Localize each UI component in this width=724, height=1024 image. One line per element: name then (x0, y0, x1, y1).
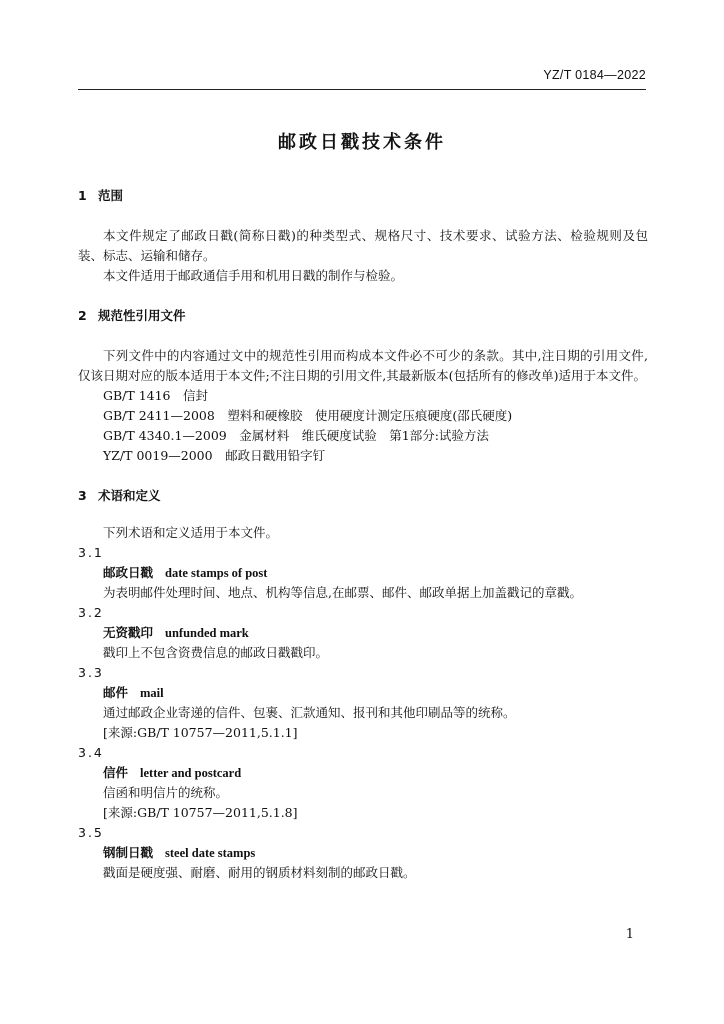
term-definition: 戳面是硬度强、耐磨、耐用的钢质材料刻制的邮政日戳。 (103, 865, 416, 880)
term-en: letter and postcard (140, 766, 242, 780)
section-heading-normative-references (78, 306, 648, 326)
term-zh: 信件 (103, 765, 129, 780)
term-en: mail (140, 686, 164, 700)
reference-item: GB/T 2411—2008 塑料和硬橡胶 使用硬度计测定压痕硬度(邵氏硬度) (103, 408, 513, 423)
term-en: date stamps of post (165, 566, 268, 580)
term-definition: 信函和明信片的统称。 (103, 785, 229, 800)
standard-number: YZ/T 0184—2022 (543, 68, 646, 82)
section-title: 范围 (98, 188, 124, 203)
term-zh: 邮政日戳 (103, 565, 154, 580)
term-number: 3.1 (78, 545, 104, 560)
header-divider (78, 89, 646, 90)
section-title: 术语和定义 (98, 488, 161, 503)
reference-item: YZ/T 0019—2000 邮政日戳用铅字钉 (103, 448, 326, 463)
term-heading (78, 623, 648, 643)
term-heading (78, 563, 648, 583)
term-en: unfunded mark (165, 626, 249, 640)
term-definition: 为表明邮件处理时间、地点、机构等信息,在邮票、邮件、邮政单据上加盖戳记的章戳。 (103, 585, 582, 600)
term-heading (78, 683, 648, 703)
term-number: 3.3 (78, 665, 104, 680)
section-number: 1 (78, 188, 87, 203)
term-zh: 邮件 (103, 685, 129, 700)
reference-item: GB/T 4340.1—2009 金属材料 维氏硬度试验 第1部分:试验方法 (103, 428, 489, 443)
paragraph: 下列文件中的内容通过文中的规范性引用而构成本文件必不可少的条款。其中,注日期的引用文件,仅该日期对应的版本适用于本文件;不注日期的引用文件,其最新版本(包括所有的修改单)适用于本文件。 (78, 348, 648, 383)
term-heading (78, 843, 648, 863)
section-heading-scope (78, 186, 648, 206)
term-zh: 钢制日戳 (103, 845, 154, 860)
term-definition: 通过邮政企业寄递的信件、包裹、汇款通知、报刊和其他印刷品等的统称。 (103, 705, 516, 720)
term-zh: 无资戳印 (103, 625, 154, 640)
paragraph: 本文件规定了邮政日戳(简称日戳)的种类型式、规格尺寸、技术要求、试验方法、检验规则及包装、标志、运输和储存。 (78, 228, 648, 263)
paragraph: 本文件适用于邮政通信手用和机用日戳的制作与检验。 (103, 268, 404, 283)
term-heading (78, 763, 648, 783)
reference-item: GB/T 1416 信封 (103, 388, 209, 403)
page-number: 1 (625, 927, 634, 942)
paragraph: 下列术语和定义适用于本文件。 (103, 525, 279, 540)
section-title: 规范性引用文件 (98, 308, 186, 323)
section-heading-terms (78, 486, 648, 506)
section-number: 2 (78, 308, 87, 323)
term-number: 3.5 (78, 825, 104, 840)
term-number: 3.2 (78, 605, 104, 620)
document-body (78, 186, 648, 883)
term-en: steel date stamps (165, 846, 256, 860)
term-number: 3.4 (78, 745, 104, 760)
section-number: 3 (78, 488, 87, 503)
document-title: 邮政日戳技术条件 (278, 132, 446, 153)
term-definition: 戳印上不包含资费信息的邮政日戳戳印。 (103, 645, 329, 660)
term-source: [来源:GB/T 10757—2011,5.1.1] (103, 725, 298, 740)
term-source: [来源:GB/T 10757—2011,5.1.8] (103, 805, 298, 820)
